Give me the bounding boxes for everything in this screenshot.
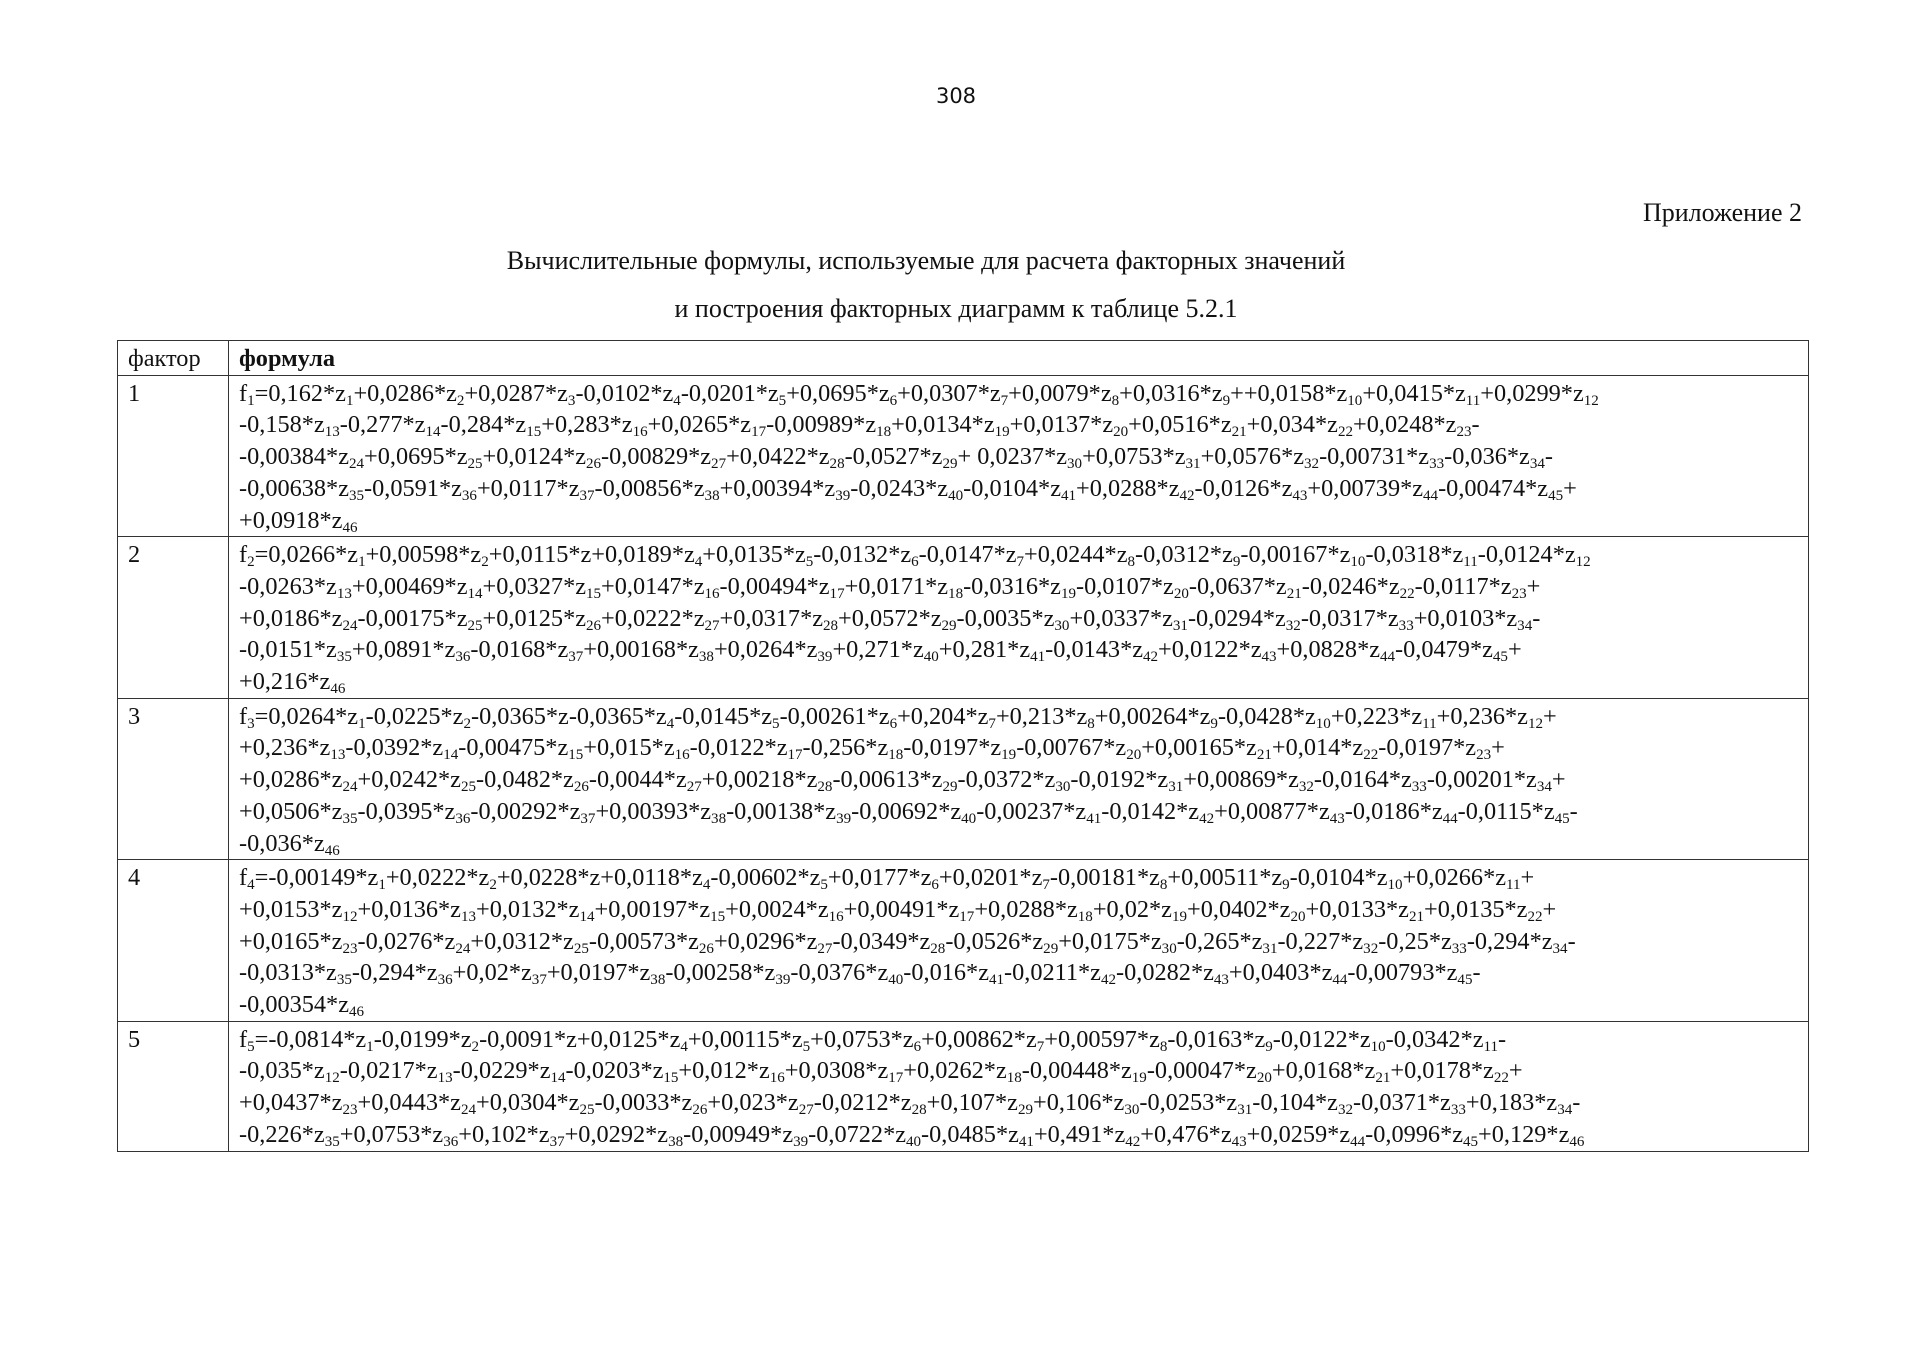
formula-line: $-0,226*z_{35}+0,0753*z_{36}+0,102*z_{37}+0,0292*z_{38}-0,00949*z_{39}-0,0722*z_{40}-0,0485*z_{41}+0,491*z_{42}+0,476*z_{43}+0,0259*z_{44}-0,0996*z_{45}+0,129*z_{46}$ [239, 1120, 1585, 1150]
formula-line: $+0,0506*z_{35}-0,0395*z_{36}-0,00292*z_{37}+0,00393*z_{38}-0,00138*z_{39}-0,00692*z_{40}-0,00237*z_{41}-0,0142*z_{42}+0,00877*z_{43}-0,0186*z_{44}-0,0115*z_{45}-$ [239, 797, 1578, 827]
formula-line: $+0,0437*z_{23}+0,0443*z_{24}+0,0304*z_{25}-0,0033*z_{26}+0,023*z_{27}-0,0212*z_{28}+0,107*z_{29}+0,106*z_{30}-0,0253*z_{31}-0,104*z_{32}-0,0371*z_{33}+0,183*z_{34}-$ [239, 1089, 1581, 1118]
formula-cell [229, 375, 1809, 537]
formula-line: $+0,216*z_{46}$ [239, 668, 346, 697]
formula-line: $-0,0151*z_{35}+0,0891*z_{36}-0,0168*z_{37}+0,00168*z_{38}+0,0264*z_{39}+0,271*z_{40}+0,281*z_{41}-0,0143*z_{42}+0,0122*z_{43}+0,0828*z_{44}-0,0479*z_{45}+$ [239, 636, 1522, 666]
formula-line: $-0,00354*z_{46}$ [239, 991, 365, 1020]
table-header-row [118, 341, 1809, 376]
formula-line: $+0,0186*z_{24}-0,00175*z_{25}+0,0125*z_{26}+0,0222*z_{27}+0,0317*z_{28}+0,0572*z_{29}-0,0035*z_{30}+0,0337*z_{31}-0,0294*z_{32}-0,0317*z_{33}+0,0103*z_{34}-$ [239, 604, 1541, 634]
formula-line: $+0,0918*z_{46}$ [239, 506, 358, 536]
table-row [118, 860, 1809, 1022]
header-factor: фактор [118, 341, 229, 376]
formula-line: $-0,00384*z_{24}+0,0695*z_{25}+0,0124*z_{26}-0,00829*z_{27}+0,0422*z_{28}-0,0527*z_{29}+ 0,0237*z_{30}+0,0753*z_{31}+0,0576*z_{32}-0,00731*z_{33}-0,036*z_{34}-$ [239, 443, 1553, 472]
formula-line: $+0,0286*z_{24}+0,0242*z_{25}-0,0482*z_{26}-0,0044*z_{27}+0,00218*z_{28}-0,00613*z_{29}-0,0372*z_{30}-0,0192*z_{31}+0,00869*z_{32}-0,0164*z_{33}-0,00201*z_{34}+$ [239, 766, 1566, 795]
formula-line: $f_3=0,0264*z_1-0,0225*z_2-0,0365*z-0,0365*z_4-0,0145*z_5-0,00261*z_6+0,204*z_7+0,213*z_8+0,00264*z_9-0,0428*z_{10}+0,223*z_{11}+0,236*z_{12}+$ [239, 702, 1557, 732]
factor-cell: 2 [118, 537, 229, 699]
factor-cell: 3 [118, 698, 229, 860]
page-number: 308 [935, 84, 977, 108]
formula-line: $+0,0165*z_{23}-0,0276*z_{24}+0,0312*z_{25}-0,00573*z_{26}+0,0296*z_{27}-0,0349*z_{28}-0,0526*z_{29}+0,0175*z_{30}-0,265*z_{31}-0,227*z_{32}-0,25*z_{33}-0,294*z_{34}-$ [239, 927, 1576, 957]
document-title-line-2: и построения факторных диаграмм к таблице 5.2.1 [674, 294, 1238, 323]
factor-cell: 1 [118, 375, 229, 537]
formula-line: $f_1=0,162*z_1+0,0286*z_2+0,0287*z_3-0,0102*z_4-0,0201*z_5+0,0695*z_6+0,0307*z_7+0,0079*z_8+0,0316*z_9++0,0158*z_{10}+0,0415*z_{11}+0,0299*{}z_{12}$ [239, 379, 1599, 409]
formula-line: $-0,035*z_{12}-0,0217*z_{13}-0,0229*z_{14}-0,0203*z_{15}+0,012*z_{16}+0,0308*z_{17}+0,0262*z_{18}-0,00448*z_{19}-0,00047*z_{20}+0,0168*z_{21}+0,0178*z_{22}+$ [239, 1057, 1523, 1087]
formula-line: $-0,158*z_{13}-0,277*z_{14}-0,284*z_{15}+0,283*z_{16}+0,0265*z_{17}-0,00989*z_{18}+0,0134*z_{19}+0,0137*z_{20}+0,0516*z_{21}+0,034*z_{22}+0,0248*z_{23}-$ [239, 411, 1480, 441]
formulas-table [117, 340, 1809, 1152]
table-row [118, 375, 1809, 537]
formula-line: $+0,236*z_{13}-0,0392*z_{14}-0,00475*z_{15}+0,015*z_{16}-0,0122*z_{17}-0,256*z_{18}-0,0197*z_{19}-0,00767*z_{20}+0,00165*z_{21}+0,014*z_{22}-0,0197*z_{23}+$ [239, 734, 1505, 764]
formulas-table-body [118, 341, 1809, 1152]
formula-line: $-0,036*z_{46}$ [239, 829, 340, 859]
factor-cell: 5 [118, 1021, 229, 1151]
header-formula: формула [229, 341, 1809, 376]
formula-line: $f_4=-0,00149*z_1+0,0222*z_2+0,0228*z+0,0118*z_4-0,00602*z_5+0,0177*z_6+0,0201*z_7-0,00181*z_8+0,00511*z_9-0,0104*z_{10}+0,0266*z_{11}+$ [239, 864, 1535, 894]
table-row [118, 1021, 1809, 1151]
formula-line: $-0,0263*z_{13}+0,00469*z_{14}+0,0327*z_{15}+0,0147*z_{16}-0,00494*z_{17}+0,0171*z_{18}-0,0316*z_{19}-0,0107*z_{20}-0,0637*z_{21}-0,0246*z_{22}-0,0117*z_{23}+$ [239, 572, 1541, 602]
formula-line: $-0,00638*z_{35}-0,0591*z_{36}+0,0117*z_{37}-0,00856*z_{38}+0,00394*z_{39}-0,0243*z_{40}-0,0104*z_{41}+0,0288*z_{42}-0,0126*z_{43}+0,00739*z_{44}-0,00474*z_{45}+$ [239, 474, 1577, 504]
formula-line: $f_5=-0,0814*z_1-0,0199*z_2-0,0091*z+0,0125*z_4+0,00115*z_5+0,0753*z_6+0,00862*z_7+0,00597*z_8-0,0163*z_9-0,0122*z_{10}-0,0342*z_{11}-$ [239, 1025, 1507, 1055]
formula-line: $+0,0153*z_{12}+0,0136*z_{13}+0,0132*z_{14}+0,00197*z_{15}+0,0024*z_{16}+0,00491*z_{17}+0,0288*z_{18}+0,02*z_{19}+0,0402*z_{20}+0,0133*z_{21}+0,0135*z_{22}+$ [239, 895, 1557, 925]
formula-cell [229, 1021, 1809, 1151]
factor-cell: 4 [118, 860, 229, 1022]
formula-line: $-0,0313*z_{35}-0,294*z_{36}+0,02*z_{37}+0,0197*z_{38}-0,00258*z_{39}-0,0376*z_{40}-0,016*z_{41}-0,0211*z_{42}-0,0282*z_{43}+0,0403*z_{44}-0,00793*z_{45}-$ [239, 959, 1481, 989]
table-row [118, 698, 1809, 860]
table-row [118, 537, 1809, 699]
formula-cell [229, 698, 1809, 860]
appendix-label: Приложение 2 [1642, 198, 1802, 227]
document-title-line-1: Вычислительные формулы, используемые для расчета факторных значений [506, 246, 1346, 275]
formula-line: $f_2=0,0266*z_1+0,00598*z_2+0,0115*z+0,0189*z_4+0,0135*z_5-0,0132*z_6-0,0147*z_7+0,0244*z_8-0,0312*z_9-0,00167*z_{10}-0,0318*z_{11}-0,0124{}*z_{12}$ [239, 541, 1591, 570]
formula-cell [229, 537, 1809, 699]
formula-cell [229, 860, 1809, 1022]
